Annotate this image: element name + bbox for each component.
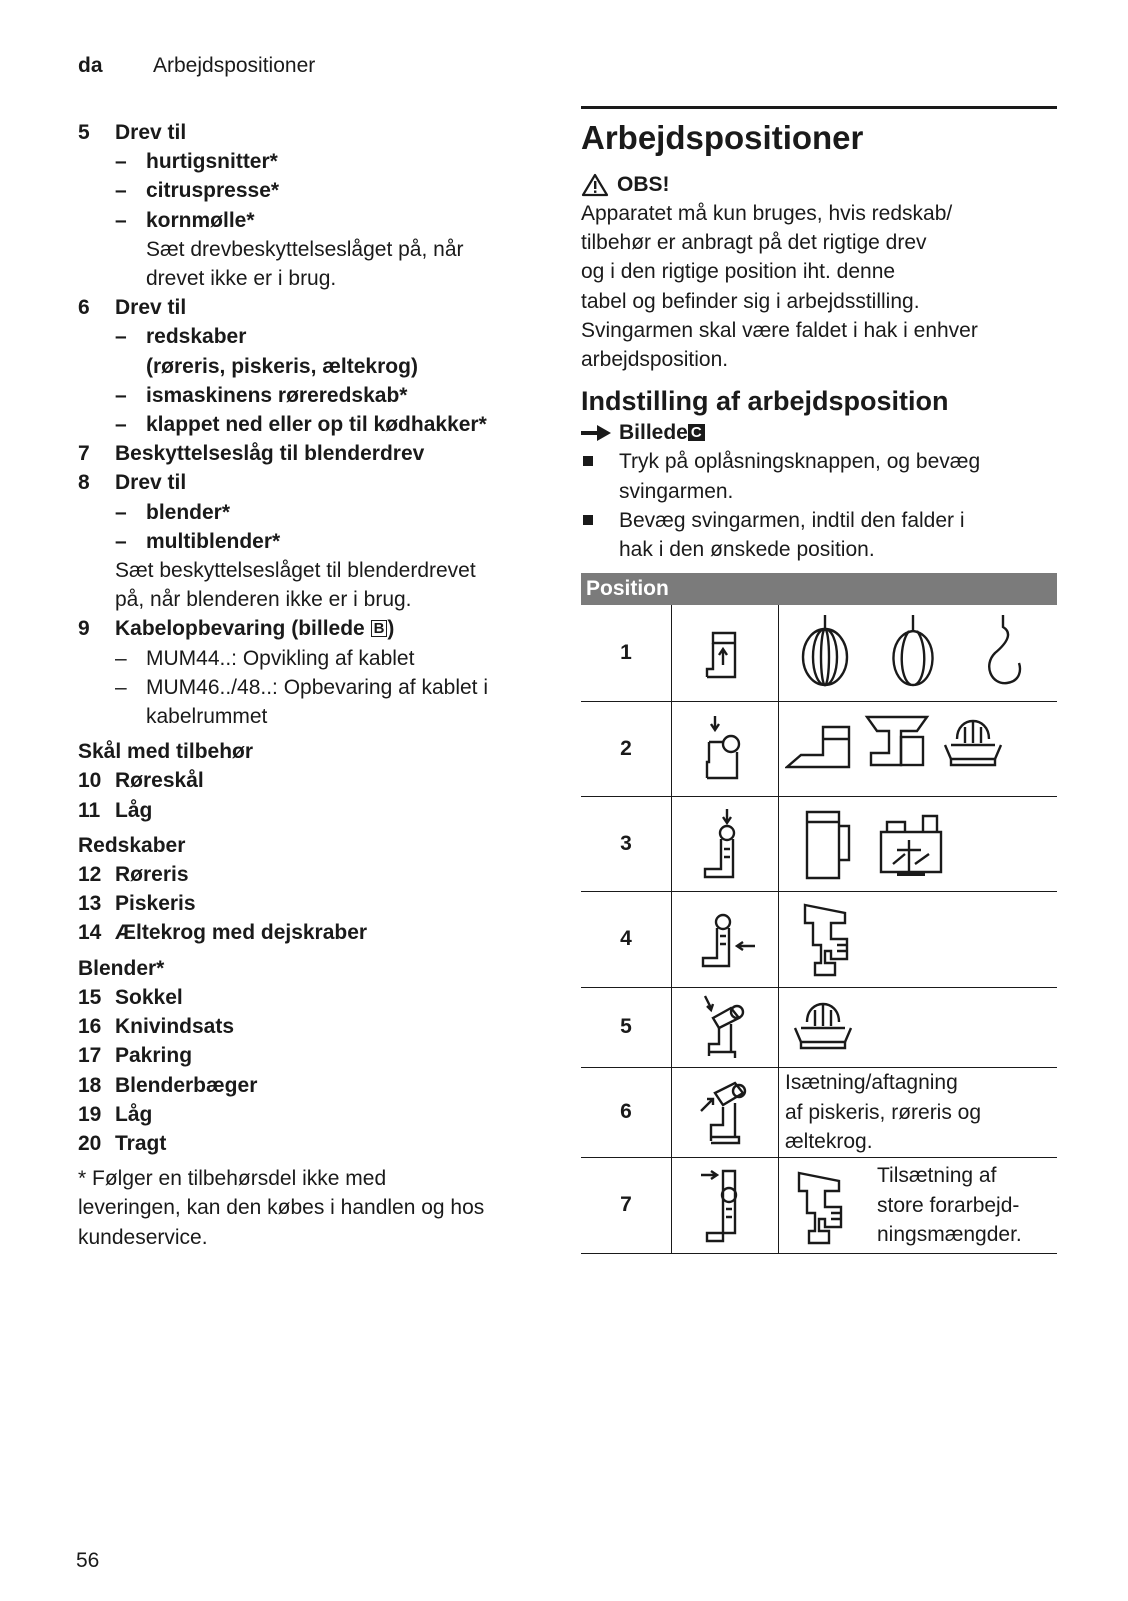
section-rule [581,106,1057,109]
note-line: Sæt drevbeskyttelseslåget på, når [146,237,464,261]
figure-ref-b: B [371,620,388,637]
square-bullet-icon [583,456,593,466]
right-column [581,106,1057,1254]
list-item: 11 Låg [78,798,153,822]
item-7: 7 Beskyttelseslåg til blenderdrev [78,442,425,466]
note-line: drevet ikke er i brug. [146,267,337,291]
list-item: 16 Knivindsats [78,1015,235,1039]
sub-item: – multiblender* [115,529,281,553]
list-item: 19 Låg [78,1102,153,1126]
page-number: 56 [76,1549,100,1572]
table-header: Position [581,573,1057,605]
position-number: 3 [581,796,672,891]
item-6: 6 Drev til [78,296,187,320]
whisk-icon [803,615,847,685]
list-item: 18 Blenderbæger [78,1073,258,1097]
left-column [78,118,558,1252]
item-8: 8 Drev til [78,471,187,495]
warning-triangle-icon [581,173,609,197]
beater-icon [893,615,932,685]
table-row [581,1067,1057,1157]
citrus-press-icon [945,721,1001,765]
section-header: Arbejdspositioner [153,54,316,77]
position-number: 4 [581,891,672,987]
list-item: 13 Piskeris [78,892,196,916]
mixer-arm-position-7-icon [672,1157,779,1253]
attachments-icons [779,605,1058,701]
group-title: Blender* [78,956,165,980]
subtitle: Indstilling af arbejdsposition [581,386,949,417]
blender-icon [807,812,849,878]
list-item: 20 Tragt [78,1131,167,1155]
table-row [581,891,1057,987]
mixer-arm-tilted-icon [672,1067,779,1157]
figure-ref-c: C [688,424,705,441]
table-row [581,1157,1057,1253]
warning-text: Apparatet må kun bruges, hvis redskab/ tilbehør er anbragt på det rigtige drev og i den rigtige position iht. denne tabel og befinder sig i arbejdsstilling. Svingarmen skal være faldet i hak i enhver arbejdsposition. [581,202,978,372]
footnote: * Følger en tilbehørsdel ikke med leveringen, kan den købes i handlen og hos kundeservice. [78,1167,485,1249]
list-item: 15 Sokkel [78,985,183,1009]
list-item: 10 Røreskål [78,769,204,793]
attachments-with-note [779,1157,1058,1253]
position-number: 5 [581,987,672,1067]
position-table [581,573,1057,1254]
sub-item: – kornmølle* [115,208,255,232]
sub-item: – citruspresse* [115,179,280,203]
page-title: Arbejdspositioner [581,119,864,156]
warning-heading: OBS! [581,170,1057,199]
meat-grinder-vertical-icon [785,1165,869,1245]
sub-item-cont: (røreris, piskeris, æltekrog) [146,354,418,378]
figure-reference: Billede C [581,418,1057,447]
position-number: 7 [581,1157,672,1253]
meat-grinder-vertical-icon [805,905,847,975]
sub-item: – blender* [115,500,231,524]
group-title: Redskaber [78,833,186,857]
position-number: 1 [581,605,672,701]
mixer-arm-position-3-icon [672,796,779,891]
position-number: 6 [581,1067,672,1157]
bullet-item: Tryk på oplåsningsknappen, og bevæg svingarmen. [581,447,1057,505]
item-9: 9 Kabelopbevaring (billede B ) [78,617,395,641]
dough-hook-icon [989,615,1020,683]
square-bullet-icon [583,515,593,525]
sub-item: – MUM44..: Opvikling af kablet [115,646,415,670]
mixer-arm-up-icon [672,605,779,701]
arrow-right-icon [581,425,611,441]
note-line: Sæt beskyttelseslåget til blenderdrevet [115,559,476,583]
position-note: Tilsætning af store forarbejd- ningsmængder. [877,1164,1022,1246]
meat-grinder-icon [867,717,927,765]
list-item: 17 Pakring [78,1044,193,1068]
attachments-icons [779,891,1058,987]
position-number: 2 [581,701,672,796]
position-note: Isætning/aftagning af piskeris, røreris og æltekrog. [779,1067,1058,1157]
attachments-icons [779,987,1058,1067]
sub-item: – klappet ned eller op til kødhakker* [115,413,487,437]
sub-item: – hurtigsnitter* [115,150,278,174]
sub-item: – ismaskinens røreredskab* [115,383,408,407]
sub-item: – MUM46../48..: Opbevaring af kablet i [115,675,488,699]
language-code: da [78,54,103,77]
attachments-icons [779,796,1058,891]
list-item: 12 Røreris [78,863,189,887]
table-row [581,796,1057,891]
bullet-item: Bevæg svingarmen, indtil den falder i hak i den ønskede position. [581,506,1057,564]
table-row [581,701,1057,796]
mixer-arm-position-4-icon [672,891,779,987]
mixer-arm-position-5-icon [672,987,779,1067]
multi-blender-icon [881,816,941,874]
group-title: Skål med tilbehør [78,740,254,764]
table-row [581,987,1057,1067]
sub-item-cont: kabelrummet [146,705,268,729]
sub-item: – redskaber [115,325,247,349]
shredder-icon [787,727,849,767]
attachments-icons [779,701,1058,796]
note-line: på, når blenderen ikke er i brug. [115,588,412,612]
item-5: 5 Drev til [78,121,187,144]
citrus-press-icon [795,1004,851,1048]
table-row [581,605,1057,701]
mixer-arm-position-2-icon [672,701,779,796]
list-item: 14 Æltekrog med dejskraber [78,921,368,945]
